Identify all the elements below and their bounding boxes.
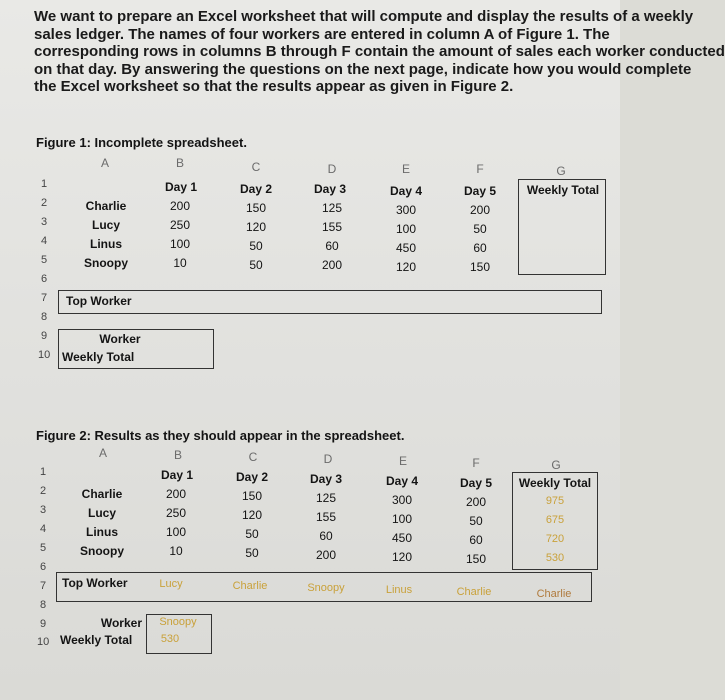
sales-value: 100 [391, 512, 413, 526]
sales-value: 150 [465, 552, 487, 566]
intro-paragraph [34, 8, 725, 96]
weekly-total-value: 675 [545, 514, 565, 526]
sales-value: 200 [165, 487, 187, 501]
sales-value: 50 [245, 527, 259, 541]
row-number: 4 [41, 235, 48, 247]
row-number: 7 [41, 292, 48, 304]
row-number: 4 [40, 523, 47, 535]
sales-value: 120 [245, 220, 267, 234]
intro-line: on that day. By answering the questions on the next page, indicate how you would complete [34, 60, 692, 78]
sales-value: 10 [173, 256, 187, 270]
row-number: 10 [37, 636, 50, 648]
row-number: 9 [41, 330, 48, 342]
top-worker-day3: Snoopy [307, 582, 345, 594]
figure2-title: Figure 2: Results as they should appear in the spreadsheet. [36, 428, 405, 443]
weekly-total-value: 975 [545, 495, 565, 507]
col-letter-a: A [100, 156, 109, 170]
sales-value: 120 [391, 550, 413, 564]
row-number: 2 [40, 485, 47, 497]
sales-value: 150 [245, 201, 267, 215]
row-number: 6 [40, 561, 47, 573]
sales-value: 60 [325, 239, 339, 253]
row-number: 10 [38, 349, 51, 361]
sales-value: 450 [391, 531, 413, 545]
row-number: 8 [41, 311, 48, 323]
weekly-total-value: 530 [545, 552, 565, 564]
sales-value: 125 [321, 201, 343, 215]
col-letter-d: D [327, 162, 337, 176]
intro-line: the Excel worksheet so that the results appear as given in Figure 2. [34, 78, 514, 95]
worker-name: Charlie [85, 199, 127, 213]
worker-name: Linus [90, 237, 122, 251]
sales-value: 200 [315, 548, 337, 562]
sales-value: 200 [465, 495, 487, 509]
row-number: 9 [40, 618, 47, 630]
sales-value: 250 [165, 506, 187, 520]
row-number: 7 [40, 580, 47, 592]
col-letter-a: A [98, 446, 107, 460]
sales-value: 10 [169, 544, 183, 558]
sales-value: 150 [469, 260, 491, 274]
worker-name: Charlie [81, 487, 123, 501]
row-number: 3 [41, 216, 48, 228]
sales-value: 155 [315, 510, 337, 524]
top-worker-row-box [58, 290, 602, 314]
sales-value: 200 [469, 203, 491, 217]
col-letter-c: C [251, 160, 261, 174]
top-worker-day2: Charlie [232, 580, 268, 592]
sales-value: 120 [241, 508, 263, 522]
sales-value: 50 [473, 222, 487, 236]
best-worker-name: Snoopy [159, 616, 197, 628]
header-day3: Day 3 [313, 182, 347, 196]
worker-name: Snoopy [80, 544, 124, 558]
sales-value: 450 [395, 241, 417, 255]
sales-value: 300 [391, 493, 413, 507]
sales-value: 150 [241, 489, 263, 503]
col-letter-f: F [472, 456, 480, 470]
sales-value: 50 [469, 514, 483, 528]
col-letter-c: C [248, 450, 258, 464]
top-worker-day1: Lucy [159, 578, 183, 590]
col-letter-b: B [173, 448, 182, 462]
sales-value: 100 [169, 237, 191, 251]
sales-value: 60 [319, 529, 333, 543]
row-number: 5 [40, 542, 47, 554]
col-letter-d: D [323, 452, 333, 466]
weekly-total-value: 720 [545, 533, 565, 545]
sales-value: 100 [395, 222, 417, 236]
worker-label: Worker [99, 332, 141, 346]
sales-value: 100 [165, 525, 187, 539]
top-worker-day5: Charlie [456, 586, 492, 598]
header-day5: Day 5 [463, 184, 497, 198]
worker-name: Lucy [87, 506, 116, 520]
top-worker-day4: Linus [385, 584, 413, 596]
sales-value: 50 [249, 239, 263, 253]
sales-value: 155 [321, 220, 343, 234]
header-weekly-total: Weekly Total [518, 476, 592, 490]
col-letter-e: E [398, 454, 407, 468]
row-number: 1 [41, 178, 48, 190]
col-letter-b: B [175, 156, 184, 170]
header-day2: Day 2 [235, 470, 269, 484]
col-letter-f: F [476, 162, 484, 176]
sales-value: 120 [395, 260, 417, 274]
sales-value: 60 [469, 533, 483, 547]
best-worker-total: 530 [160, 633, 180, 645]
header-day5: Day 5 [459, 476, 493, 490]
col-letter-g: G [551, 458, 561, 472]
col-letter-g: G [556, 164, 566, 178]
intro-line: corresponding rows in columns B through F contain the amount of sales each worker conducted [34, 43, 725, 60]
row-number: 1 [40, 466, 47, 478]
top-worker-weekly: Charlie [536, 588, 572, 600]
row-number: 5 [41, 254, 48, 266]
weekly-total-label: Weekly Total [62, 350, 135, 364]
sales-value: 200 [321, 258, 343, 272]
sales-value: 200 [169, 199, 191, 213]
row-number: 6 [41, 273, 48, 285]
sales-value: 250 [169, 218, 191, 232]
header-day2: Day 2 [239, 182, 273, 196]
worker-name: Linus [86, 525, 118, 539]
sales-value: 125 [315, 491, 337, 505]
sales-value: 50 [245, 546, 259, 560]
worker-name: Lucy [91, 218, 120, 232]
header-day4: Day 4 [389, 184, 423, 198]
sales-value: 300 [395, 203, 417, 217]
figure1-title: Figure 1: Incomplete spreadsheet. [36, 135, 247, 150]
intro-line: We want to prepare an Excel worksheet that will compute and display the results of a weekly [34, 8, 694, 25]
worker-name: Snoopy [84, 256, 128, 270]
row-number: 2 [41, 197, 48, 209]
intro-line: sales ledger. The names of four workers are entered in column A of Figure 1. The [34, 25, 610, 43]
header-day1: Day 1 [160, 468, 194, 482]
row-number: 8 [40, 599, 47, 611]
header-weekly-total: Weekly Total [526, 183, 600, 197]
worker-label: Worker [100, 616, 142, 630]
sales-value: 60 [473, 241, 487, 255]
weekly-total-label: Weekly Total [60, 633, 133, 647]
header-day3: Day 3 [309, 472, 343, 486]
row-number: 3 [40, 504, 47, 516]
header-day4: Day 4 [385, 474, 419, 488]
top-worker-label: Top Worker [66, 294, 132, 308]
top-worker-label: Top Worker [62, 576, 128, 590]
sales-value: 50 [249, 258, 263, 272]
header-day1: Day 1 [164, 180, 198, 194]
col-letter-e: E [401, 162, 410, 176]
